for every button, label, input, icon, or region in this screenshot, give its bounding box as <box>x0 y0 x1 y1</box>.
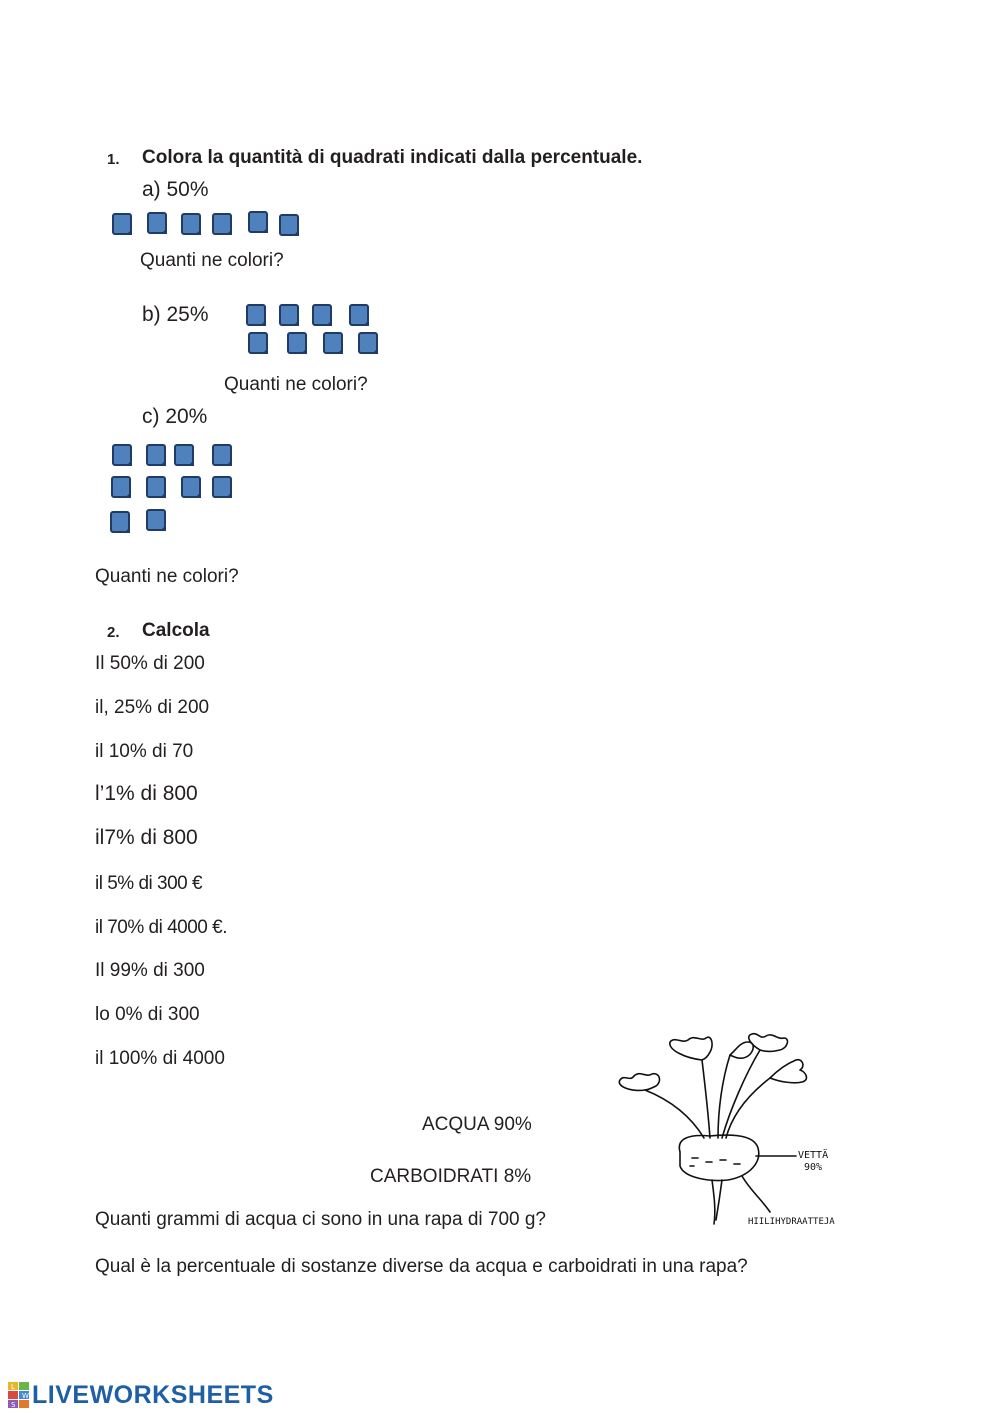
square[interactable] <box>112 444 132 466</box>
square[interactable] <box>146 476 166 498</box>
drawing-label-carbs: HIILIHYDRAATTEJA <box>748 1217 835 1227</box>
drawing-label-water: VETTÄ <box>798 1150 829 1161</box>
q2-title: Calcola <box>142 620 210 641</box>
square[interactable] <box>212 476 232 498</box>
square[interactable] <box>112 213 132 235</box>
calc-item: il 10% di 70 <box>95 741 194 762</box>
q1-a-label: a) 50% <box>142 178 209 201</box>
drawing-label-water-pct: 90% <box>804 1162 823 1173</box>
q1-c-question: Quanti ne colori? <box>95 566 239 587</box>
q1-b-question: Quanti ne colori? <box>224 374 368 395</box>
water-percentage: ACQUA 90% <box>422 1114 532 1135</box>
square[interactable] <box>248 211 268 233</box>
square[interactable] <box>323 332 343 354</box>
calc-item: il7% di 800 <box>95 826 198 849</box>
square[interactable] <box>358 332 378 354</box>
q1-b-label: b) 25% <box>142 303 209 326</box>
square[interactable] <box>181 213 201 235</box>
square[interactable] <box>147 212 167 234</box>
calc-item: il 100% di 4000 <box>95 1048 225 1069</box>
q1-title: Colora la quantità di quadrati indicati dalla percentuale. <box>142 147 643 168</box>
svg-text:L: L <box>11 1383 15 1391</box>
turnip-illustration <box>610 1030 870 1230</box>
calc-item: Il 50% di 200 <box>95 653 205 674</box>
calc-item: il 70% di 4000 €. <box>95 917 227 938</box>
square[interactable] <box>146 509 166 531</box>
q1-c-label: c) 20% <box>142 405 208 428</box>
q1-number: 1. <box>107 151 120 168</box>
calc-item: lo 0% di 300 <box>95 1004 200 1025</box>
rapa-question-2: Qual è la percentuale di sostanze diverse da acqua e carboidrati in una rapa? <box>95 1256 748 1277</box>
rapa-question-1: Quanti grammi di acqua ci sono in una rapa di 700 g? <box>95 1209 546 1230</box>
liveworksheets-logo-icon <box>8 1382 30 1410</box>
q2-number: 2. <box>107 624 120 641</box>
square[interactable] <box>146 444 166 466</box>
square[interactable] <box>212 444 232 466</box>
square[interactable] <box>181 476 201 498</box>
square[interactable] <box>246 304 266 326</box>
square[interactable] <box>349 304 369 326</box>
calc-item: il 5% di 300 € <box>95 873 203 894</box>
carbs-percentage: CARBOIDRATI 8% <box>370 1166 532 1187</box>
calc-item: l’1% di 800 <box>95 782 198 805</box>
calc-item: il, 25% di 200 <box>95 697 210 718</box>
square[interactable] <box>212 213 232 235</box>
square[interactable] <box>248 332 268 354</box>
q1-a-question: Quanti ne colori? <box>140 250 284 271</box>
square[interactable] <box>174 444 194 466</box>
square[interactable] <box>279 304 299 326</box>
square[interactable] <box>110 511 130 533</box>
svg-text:W: W <box>22 1392 29 1400</box>
square[interactable] <box>287 332 307 354</box>
square[interactable] <box>279 214 299 236</box>
footer-brand[interactable]: LIVEWORKSHEETS <box>32 1381 274 1409</box>
square[interactable] <box>312 304 332 326</box>
svg-text:S: S <box>11 1401 16 1409</box>
calc-item: Il 99% di 300 <box>95 960 205 981</box>
square[interactable] <box>111 476 131 498</box>
